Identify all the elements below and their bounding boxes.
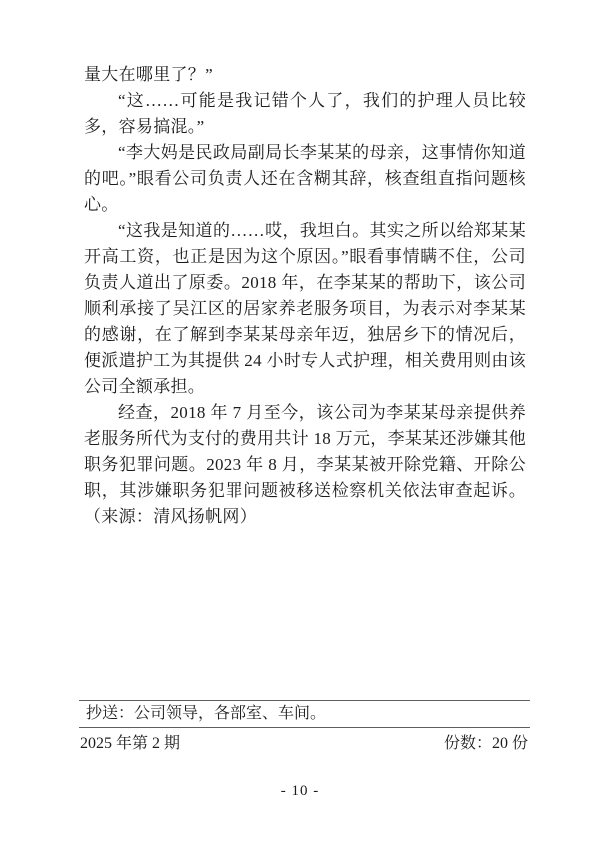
page-footer xyxy=(79,700,530,753)
body-text xyxy=(84,62,526,530)
paragraph-dialogue-2: “李大妈是民政局副局长李某某的母亲，这事情你知道的吧。”眼看公司负责人还在含糊其辞，核查组直指问题核心。 xyxy=(84,143,526,214)
issue-row xyxy=(79,728,530,753)
paragraph-investigation-result: 经查，2018 年 7 月至今，该公司为李某某母亲提供养老服务所代为支付的费用共计 18 万元，李某某还涉嫌其他职务犯罪问题。2023 年 8 月，李某某被开除党籍、开除公职，其涉嫌职务犯罪问题被移送检察机关依法审查起诉。（来源：清风扬帆网） xyxy=(84,403,526,526)
issue-number: 2025 年第 2 期 xyxy=(80,735,181,752)
copies-count: 份数：20 份 xyxy=(443,735,528,752)
page-number: - 10 - xyxy=(280,783,320,799)
paragraph-continuation: 量大在哪里了？” xyxy=(84,65,213,84)
paragraph-dialogue-1: “这……可能是我记错个人了，我们的护理人员比较多，容易搞混。” xyxy=(84,91,526,136)
paragraph-confession: “这我是知道的……哎，我坦白。其实之所以给郑某某开高工资，也正是因为这个原因。”眼看事情瞒不住，公司负责人道出了原委。2018 年，在李某某的帮助下，该公司顺利承接了吴江区的居家养老服务项目，为表示对李某某的感谢，在了解到李某某母亲年迈，独居乡下的情况后，便派遣护工为其提供 24 小时专人式护理，相关费用则由该公司全额承担。 xyxy=(84,221,526,396)
cc-distribution-line: 抄送：公司领导，各部室、车间。 xyxy=(79,700,530,728)
